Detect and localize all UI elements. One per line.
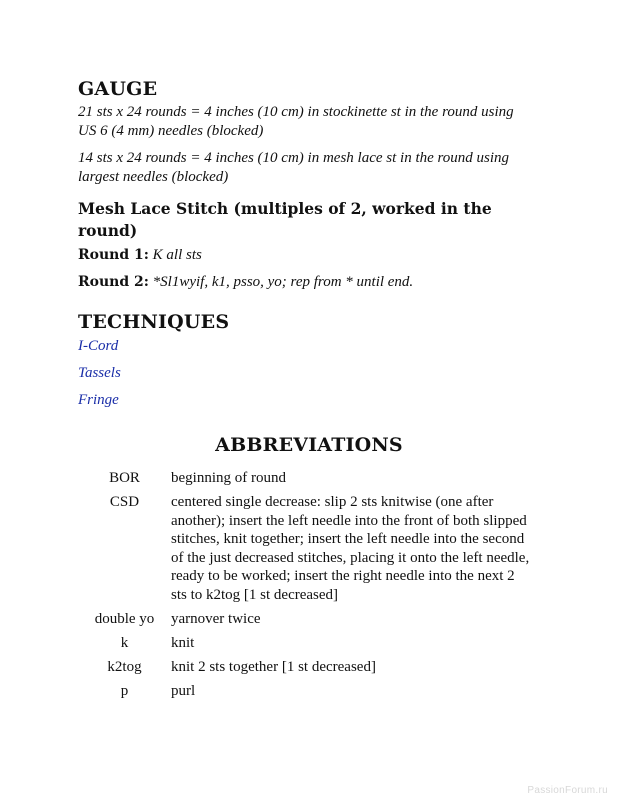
round-1-text: K all sts <box>152 247 202 263</box>
abbr-term: double yo <box>94 610 155 627</box>
technique-link-tassels[interactable]: Tassels <box>78 365 121 381</box>
abbr-term: k <box>120 634 129 651</box>
table-row <box>78 658 531 682</box>
abbr-term: CSD <box>109 494 140 510</box>
mesh-lace-heading: Mesh Lace Stitch (multiples of 2, worked in the round) <box>78 199 492 240</box>
round-2-label: Round 2: <box>78 274 149 290</box>
gauge-mesh-lace: 14 sts x 24 rounds = 4 inches (10 cm) in mesh lace st in the round using largest needles (blocked) <box>78 150 510 185</box>
abbr-definition: yarnover twice <box>171 610 261 627</box>
document-page <box>78 74 548 706</box>
table-row <box>78 634 531 658</box>
table-row <box>78 493 531 610</box>
abbr-term: p <box>120 682 129 699</box>
technique-link-i-cord[interactable]: I-Cord <box>78 338 119 354</box>
round-2-text: *Sl1wyif, k1, psso, yo; rep from * until end. <box>152 274 414 290</box>
watermark: PassionForum.ru <box>527 785 608 796</box>
abbr-definition: centered single decrease: slip 2 sts knitwise (one after another); insert the left needle into the front of both slipped stitches, knit together; insert the left needle into the second of the just decreased stitches, placing it onto the left needle, ready to be worked; insert the right needle into the next 2 sts to k2tog [1 st decreased] <box>171 494 530 603</box>
techniques-heading: TECHNIQUES <box>78 311 230 333</box>
round-1 <box>78 245 548 265</box>
round-1-label: Round 1: <box>78 247 149 263</box>
abbreviations-heading: ABBREVIATIONS <box>215 434 403 456</box>
abbr-definition: knit 2 sts together [1 st decreased] <box>171 658 376 675</box>
abbr-definition: knit <box>171 634 195 651</box>
table-row <box>78 469 531 493</box>
abbr-definition: beginning of round <box>171 470 286 486</box>
gauge-stockinette: 21 sts x 24 rounds = 4 inches (10 cm) in stockinette st in the round using US 6 (4 mm) needles (blocked) <box>78 104 514 139</box>
table-row <box>78 610 531 634</box>
table-row <box>78 682 531 706</box>
gauge-block <box>78 103 548 187</box>
abbreviations-table <box>78 469 531 706</box>
technique-link-fringe[interactable]: Fringe <box>78 392 119 408</box>
gauge-heading: GAUGE <box>78 78 158 100</box>
abbr-term: BOR <box>109 470 140 486</box>
abbr-term: k2tog <box>107 658 142 675</box>
round-2 <box>78 272 548 292</box>
abbr-definition: purl <box>171 682 196 699</box>
